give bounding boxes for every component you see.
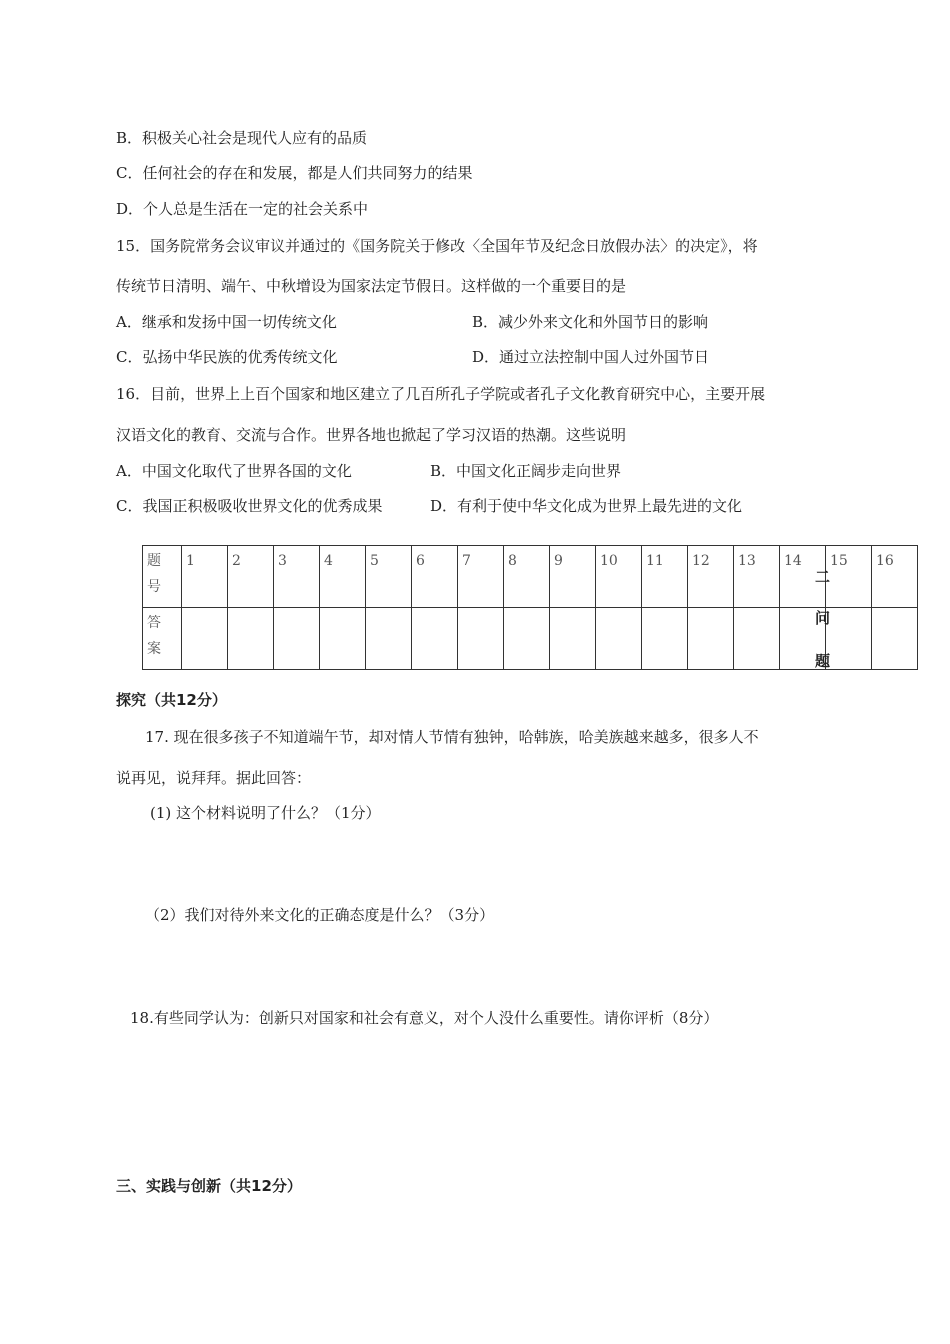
- number-cell: 3: [274, 546, 320, 608]
- q17-sub1: (1) 这个材料说明了什么？（1分）: [150, 804, 381, 822]
- answer-header-cell: [143, 608, 182, 670]
- number-header-char-2: 号: [147, 579, 161, 595]
- q18-stem: 18.有些同学认为：创新只对国家和社会有意义，对个人没什么重要性。请你评析（8分）: [130, 1009, 719, 1027]
- q16-option-b: B．中国文化正阔步走向世界: [430, 462, 622, 480]
- answer-table-number-row: [143, 546, 918, 608]
- number-cell: 8: [504, 546, 550, 608]
- answer-header-char-1: 答: [147, 615, 161, 631]
- answer-table-answer-row: [143, 608, 918, 670]
- q15-option-b: B．减少外来文化和外国节日的影响: [472, 313, 709, 331]
- q16-option-c: C．我国正积极吸收世界文化的优秀成果: [116, 497, 383, 515]
- section-two-char-2: 问: [815, 609, 831, 627]
- answer-header-char-2: 案: [147, 641, 161, 657]
- number-cell: 6: [412, 546, 458, 608]
- number-cell: 12: [688, 546, 734, 608]
- answer-cell[interactable]: [458, 608, 504, 670]
- q16-option-a: A．中国文化取代了世界各国的文化: [116, 462, 352, 480]
- answer-cell[interactable]: [826, 608, 872, 670]
- section-two-char-1: 二: [815, 568, 831, 586]
- q15-option-c: C．弘扬中华民族的优秀传统文化: [116, 348, 338, 366]
- section-two-char-3: 题: [815, 652, 831, 670]
- number-cell: 14: [780, 546, 826, 608]
- number-cell: 16: [872, 546, 918, 608]
- answer-cell[interactable]: [412, 608, 458, 670]
- q14-option-c: C．任何社会的存在和发展，都是人们共同努力的结果: [116, 164, 473, 182]
- q15-stem-line2: 传统节日清明、端午、中秋增设为国家法定节假日。这样做的一个重要目的是: [116, 277, 627, 295]
- section-two-title: 探究（共12分）: [116, 691, 227, 709]
- q17-stem-line1: 17. 现在很多孩子不知道端午节，却对情人节情有独钟，哈韩族，哈美族越来越多，很多人不: [145, 728, 759, 746]
- section-three-title: 三、实践与创新（共12分）: [116, 1177, 302, 1195]
- answer-table: [142, 545, 918, 670]
- q14-option-b: B．积极关心社会是现代人应有的品质: [116, 129, 368, 147]
- q16-stem-line1: 16．目前，世界上上百个国家和地区建立了几百所孔子学院或者孔子文化教育研究中心，主要开展: [116, 385, 766, 403]
- q14-option-d: D．个人总是生活在一定的社会关系中: [116, 200, 369, 218]
- number-cell: 2: [228, 546, 274, 608]
- q16-stem-line2: 汉语文化的教育、交流与合作。世界各地也掀起了学习汉语的热潮。这些说明: [116, 426, 627, 444]
- number-header-cell: [143, 546, 182, 608]
- answer-cell[interactable]: [228, 608, 274, 670]
- answer-cell[interactable]: [320, 608, 366, 670]
- answer-cell[interactable]: [182, 608, 228, 670]
- answer-cell[interactable]: [734, 608, 780, 670]
- number-cell: 15: [826, 546, 872, 608]
- q15-stem-line1: 15．国务院常务会议审议并通过的《国务院关于修改〈全国年节及纪念日放假办法〉的决定》，将: [116, 237, 758, 255]
- answer-cell[interactable]: [688, 608, 734, 670]
- q17-sub2: （2）我们对待外来文化的正确态度是什么？（3分）: [145, 906, 495, 924]
- q15-option-a: A．继承和发扬中国一切传统文化: [116, 313, 337, 331]
- answer-cell[interactable]: [504, 608, 550, 670]
- number-cell: 4: [320, 546, 366, 608]
- number-cell: 1: [182, 546, 228, 608]
- number-header-char-1: 题: [147, 553, 161, 569]
- answer-cell[interactable]: [642, 608, 688, 670]
- q15-option-d: D．通过立法控制中国人过外国节日: [472, 348, 710, 366]
- answer-cell[interactable]: [596, 608, 642, 670]
- answer-cell[interactable]: [366, 608, 412, 670]
- answer-cell[interactable]: [274, 608, 320, 670]
- number-cell: 11: [642, 546, 688, 608]
- q17-stem-line2: 说再见，说拜拜。据此回答：: [116, 769, 312, 787]
- answer-cell[interactable]: [872, 608, 918, 670]
- number-cell: 5: [366, 546, 412, 608]
- answer-cell[interactable]: [550, 608, 596, 670]
- number-cell: 7: [458, 546, 504, 608]
- number-cell: 9: [550, 546, 596, 608]
- number-cell: 10: [596, 546, 642, 608]
- number-cell: 13: [734, 546, 780, 608]
- q16-option-d: D．有利于使中华文化成为世界上最先进的文化: [430, 497, 743, 515]
